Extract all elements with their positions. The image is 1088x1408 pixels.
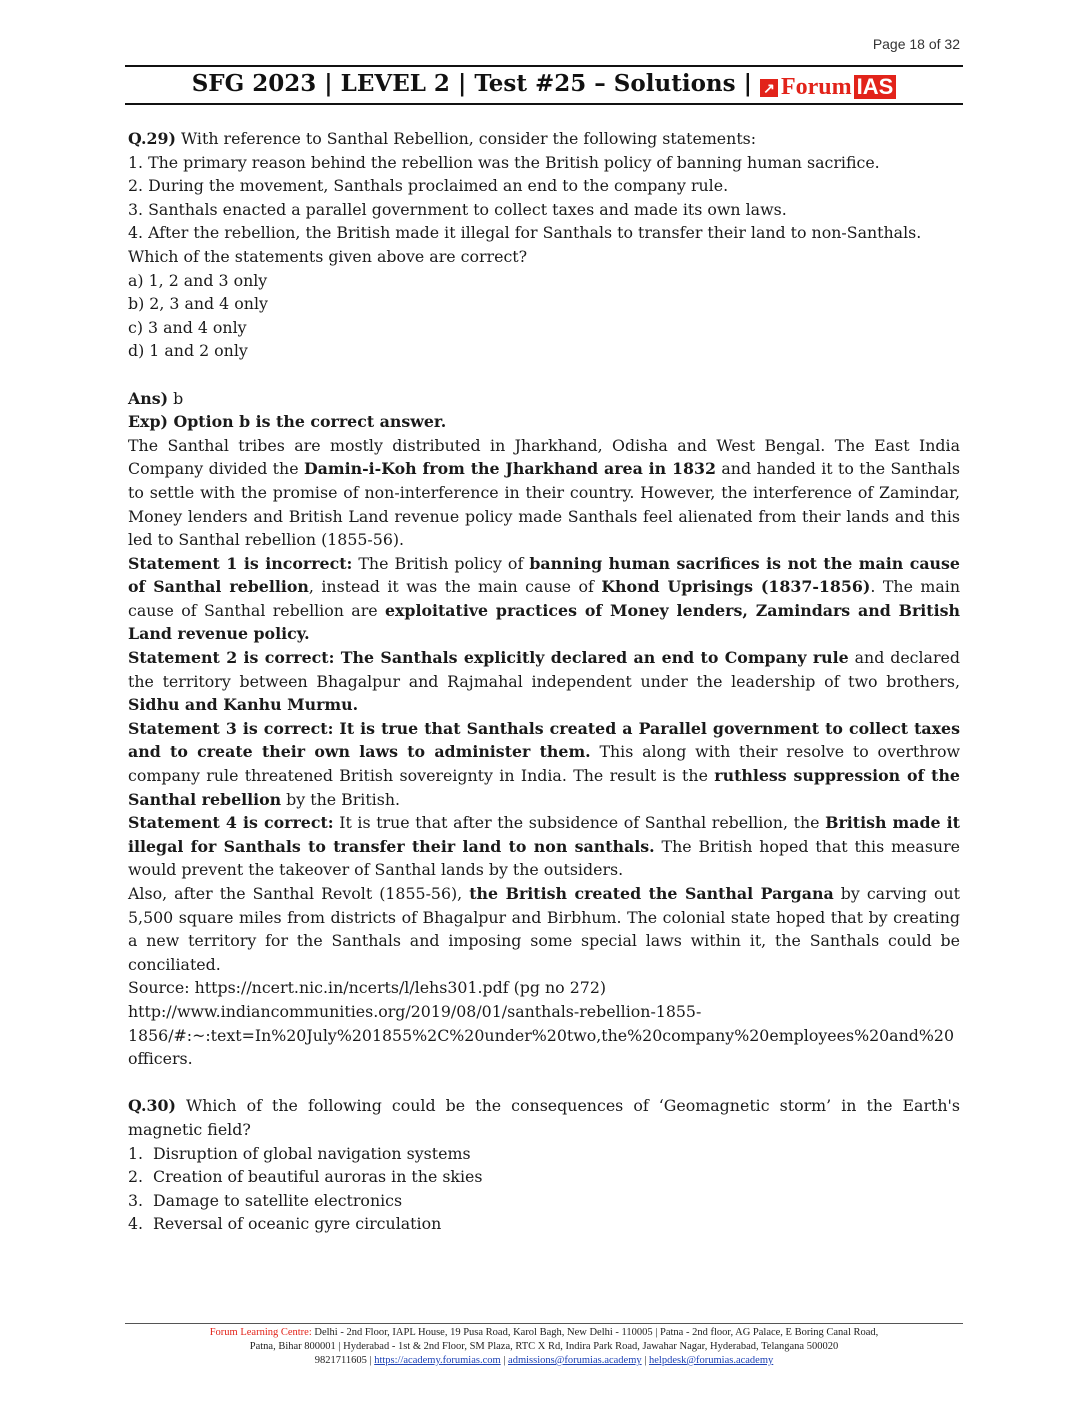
forumias-logo <box>760 73 896 101</box>
footer-phone: 9821711605 <box>314 1355 367 1366</box>
q29-explanation-heading <box>128 410 960 434</box>
statement-1-explanation: Statement 1 is incorrect: The British policy of banning human sacrifices is not the main cause of Santhal rebellion, instead it was the main cause of Khond Uprisings (1837-1856). The main cause of Santhal rebellion are exploitative practices of Money lenders, Zamindars and British Land revenue policy. <box>128 553 960 644</box>
q29-answer <box>128 387 960 411</box>
q29-option-d: d) 1 and 2 only <box>128 341 248 361</box>
arrow-up-right-icon: ↗ <box>760 79 778 97</box>
header-title-row <box>125 70 963 101</box>
footer-brand: Forum Learning Centre: <box>209 1327 312 1338</box>
q29-question <box>128 127 960 151</box>
exp-label: Exp) <box>128 412 168 432</box>
statement-4-explanation: Statement 4 is correct: It is true that after the subsidence of Santhal rebellion, the British made it illegal for Santhals to transfer their land to non santhals. The British hoped that this measure would prevent the takeover of Santhal lands by the outsiders. <box>128 813 961 880</box>
logo-forum-text: Forum <box>780 74 852 100</box>
source-url-line1: http://www.indiancommunities.org/2019/08/01/santhals-rebellion-1855- <box>128 1001 702 1021</box>
footer-address-line1: Forum Learning Centre: Delhi - 2nd Floor, IAPL House, 19 Pusa Road, Karol Bagh, New Delhi - 110005 | Patna - 2nd floor, AG Palace, E Boring Canal Road, <box>209 1327 879 1338</box>
footer-address-line2: Patna, Bihar 800001 | Hyderabad - 1st & 2nd Floor, SM Plaza, RTC X Rd, Indira Park Road, Jawahar Nagar, Hyderabad, Telangana 500020 <box>249 1341 839 1352</box>
q30-item-1: 1. Disruption of global navigation systems <box>128 1143 471 1163</box>
logo-ias-text: IAS <box>854 75 897 99</box>
page-number: Page 18 of 32 <box>872 36 960 52</box>
q29-option-c: c) 3 and 4 only <box>128 317 247 337</box>
q29-label: Q.29) <box>128 129 176 148</box>
also-paragraph: Also, after the Santhal Revolt (1855-56), the British created the Santhal Pargana by carving out 5,500 square miles from districts of Bhagalpur and Birbhum. The colonial state hoped that by creating a new territory for the Santhals and imposing some special laws within it, the Santhals could be conciliated. <box>128 884 960 974</box>
q29-option-a: a) 1, 2 and 3 only <box>128 270 268 290</box>
exp-head: Option b is the correct answer. <box>167 412 447 432</box>
q30-item-2: 2. Creation of beautiful auroras in the skies <box>128 1167 483 1187</box>
footer-link-academy[interactable]: https://academy.forumias.com <box>374 1355 501 1366</box>
answer-value: b <box>168 388 184 408</box>
footer <box>125 1326 963 1368</box>
q29-statement-4: 4. After the rebellion, the British made it illegal for Santhals to transfer their land to non-Santhals. <box>128 223 922 243</box>
solution-content <box>128 127 960 1236</box>
q30-stem: Which of the following could be the consequences of ‘Geomagnetic storm’ in the Earth's magnetic field? <box>128 1096 960 1139</box>
explanation-intro: The Santhal tribes are mostly distributed in Jharkhand, Odisha and West Bengal. The East India Company divided the Damin-i-Koh from the Jharkhand area in 1832 and handed it to the Santhals to settle with the promise of non-interference in their country. However, the interference of Zamindar, Money lenders and British Land revenue policy made Santhals feel alienated from their lands and this led to Santhal rebellion (1855-56). <box>128 435 960 550</box>
source-ncert: Source: https://ncert.nic.in/ncerts/l/lehs301.pdf (pg no 272) <box>128 978 607 998</box>
footer-rule <box>125 1323 963 1324</box>
q29-option-b: b) 2, 3 and 4 only <box>128 294 268 314</box>
q29-statement-1: 1. The primary reason behind the rebellion was the British policy of banning human sacrifice. <box>128 152 880 172</box>
statement-2-explanation: Statement 2 is correct: The Santhals explicitly declared an end to Company rule and declared the territory between Bhagalpur and Rajmahal independent under the leadership of two brothers, Sidhu and Kanhu Murmu. <box>128 648 960 715</box>
answer-label: Ans) <box>128 388 169 408</box>
footer-link-helpdesk[interactable]: helpdesk@forumias.academy <box>649 1355 774 1366</box>
header-rule-top <box>125 65 963 67</box>
q30-question <box>128 1094 960 1141</box>
header-title: SFG 2023 | LEVEL 2 | Test #25 – Solutions | <box>191 70 752 97</box>
q30-item-4: 4. Reversal of oceanic gyre circulation <box>128 1214 442 1234</box>
source-url-line2: 1856/#:~:text=In%20July%201855%2C%20under%20two,the%20company%20employees%20and%20officers. <box>128 1025 954 1069</box>
q30-item-3: 3. Damage to satellite electronics <box>128 1190 403 1210</box>
q29-statement-2: 2. During the movement, Santhals proclaimed an end to the company rule. <box>128 176 729 196</box>
q29-statement-3: 3. Santhals enacted a parallel government to collect taxes and made its own laws. <box>128 199 787 219</box>
statement-3-explanation: Statement 3 is correct: It is true that Santhals created a Parallel government to collect taxes and to create their own laws to administer them. This along with their resolve to overthrow company rule threatened British sovereignty in India. The result is the ruthless suppression of the Santhal rebellion by the British. <box>128 718 960 809</box>
footer-contacts: 9821711605 | https://academy.forumias.com | admissions@forumias.academy | helpdesk@forumias.academy <box>314 1355 774 1366</box>
q30-label: Q.30) <box>128 1096 176 1116</box>
header-rule-bottom <box>125 103 963 105</box>
footer-link-admissions[interactable]: admissions@forumias.academy <box>508 1355 642 1366</box>
q29-ask: Which of the statements given above are correct? <box>128 246 528 266</box>
q29-stem: With reference to Santhal Rebellion, consider the following statements: <box>175 129 757 148</box>
